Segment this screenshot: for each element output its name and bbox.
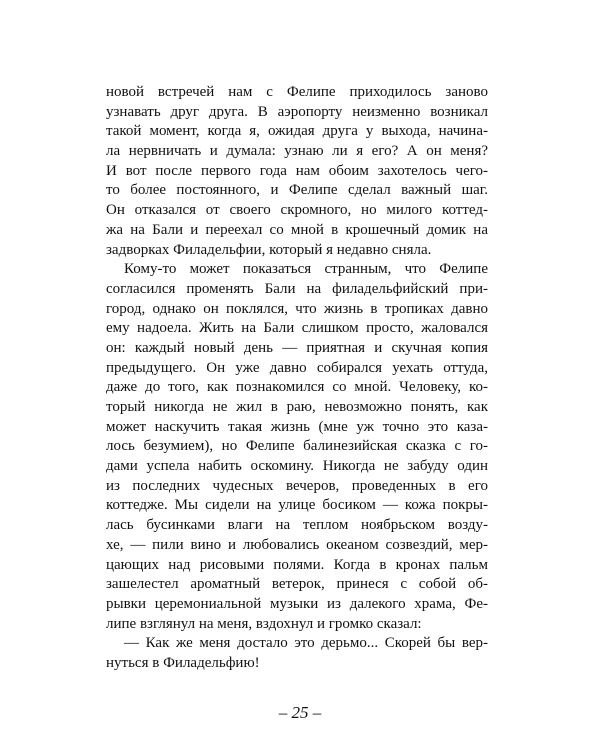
text-line: ла нервничать и думала: узнаю ли я его? А он меня? xyxy=(106,143,488,160)
text-line: может наскучить такая жизнь (мне уж точно это каза- xyxy=(106,418,488,435)
text-line: лась бусинками влаги на теплом ноябрьском возду- xyxy=(106,517,488,534)
text-line: торый никогда не жил в раю, невозможно понять, как xyxy=(106,399,488,415)
text-line: коттедже. Мы сидели на улице босиком — кожа покры- xyxy=(106,497,488,514)
text-line: хе, — пили вино и любовались океаном созвездий, мер- xyxy=(106,536,488,553)
text-line: Он отказался от своего скромного, но милого коттед- xyxy=(106,202,488,219)
text-line: из последних чудесных вечеров, проведенных в его xyxy=(106,477,488,494)
text-line: согласился променять Бали на филадельфийский при- xyxy=(106,280,488,297)
text-line: цающих над рисовыми полями. Когда в кронах пальм xyxy=(106,556,488,573)
text-line: жа на Бали и переехал со мной в крошечный домик на xyxy=(106,221,488,238)
text-line: рывки церемониальной музыки из далекого храма, Фе- xyxy=(106,595,488,612)
text-line: такой момент, когда я, ожидая друга у выхода, начина- xyxy=(106,123,488,140)
text-line: ему надоела. Жить на Бали слишком просто, жаловался xyxy=(106,320,488,337)
text-line: предыдущего. Он уже давно собирался уехать оттуда, xyxy=(106,359,488,376)
text-line: лось безумием), но Фелипе балинезийская сказка с го- xyxy=(106,438,488,455)
text-line: то более постоянного, и Фелипе сделал важный шаг. xyxy=(106,182,488,199)
text-line: зашелестел ароматный ветерок, принеся с собой об- xyxy=(106,576,488,593)
text-line: липе взглянул на меня, вздохнул и громко сказал: xyxy=(106,615,422,632)
text-line: — Как же меня достало это дерьмо... Скорей бы вер- xyxy=(124,635,488,652)
text-line: Кому-то может показаться странным, что Фелипе xyxy=(124,261,488,278)
text-line: он: каждый новый день — приятная и скучная копия xyxy=(106,339,488,356)
text-line: нуться в Филадельфию! xyxy=(106,654,260,671)
text-line: новой встречей нам с Фелипе приходилось заново xyxy=(106,84,488,100)
text-line: дами успела набить оскомину. Никогда не забуду один xyxy=(106,458,488,475)
text-line: даже до того, как познакомился со мной. Человеку, ко- xyxy=(106,379,488,396)
text-line: узнавать друг друга. В аэропорту неизменно возникал xyxy=(106,103,488,120)
page-body-text xyxy=(106,83,488,674)
page-number: – 25 – xyxy=(278,703,322,722)
text-line: город, однако он поклялся, что жизнь в тропиках давно xyxy=(106,300,488,317)
text-line: задворках Филадельфии, который я недавно сняла. xyxy=(106,241,432,258)
text-line: И вот после первого года нам обоим захотелось чего- xyxy=(106,162,488,179)
